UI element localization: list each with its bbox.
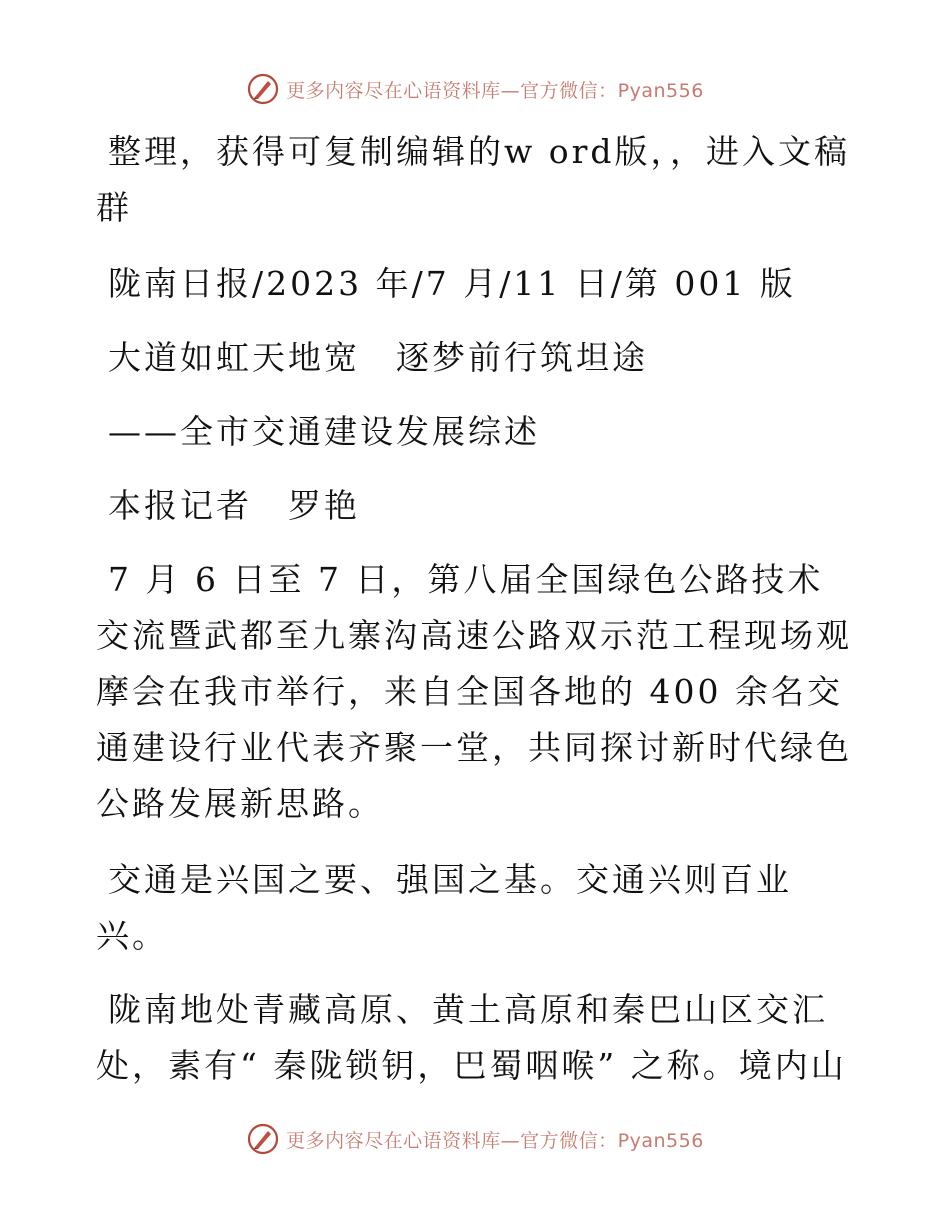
publication-line: 陇南日报/2023 年/7 月/11 日/第 001 版 xyxy=(108,264,796,303)
byline: 本报记者 罗艳 xyxy=(108,486,360,525)
body-paragraph: 陇南地处青藏高原、黄土高原和秦巴山区交汇处，素有“ 秦陇锁钥，巴蜀咽喉” 之称。境内山 xyxy=(96,990,847,1085)
quill-pen-logo-icon xyxy=(246,1122,280,1156)
body-paragraph: 交通是兴国之要、强国之基。交通兴则百业兴。 xyxy=(96,860,792,955)
article-subtitle: ——全市交通建设发展综述 xyxy=(108,412,540,451)
footer-watermark-banner xyxy=(0,1122,950,1156)
header-watermark-banner xyxy=(0,72,950,106)
intro-note: 整理，获得可复制编辑的w ord版，，进入文稿群 xyxy=(96,132,851,227)
watermark-text: 更多内容尽在心语资料库—官方微信：Pyan556 xyxy=(286,1129,704,1152)
body-paragraph: 7 月 6 日至 7 日，第八届全国绿色公路技术交流暨武都至九寨沟高速公路双示范工程现场观摩会在我市举行，来自全国各地的 400 余名交通建设行业代表齐聚一堂，共同探讨新时代绿色公路发展新思路。 xyxy=(96,560,852,823)
document-body xyxy=(96,124,856,1114)
quill-pen-logo-icon xyxy=(246,72,280,106)
article-headline: 大道如虹天地宽 逐梦前行筑坦途 xyxy=(108,338,648,377)
watermark-text: 更多内容尽在心语资料库—官方微信：Pyan556 xyxy=(286,79,704,102)
